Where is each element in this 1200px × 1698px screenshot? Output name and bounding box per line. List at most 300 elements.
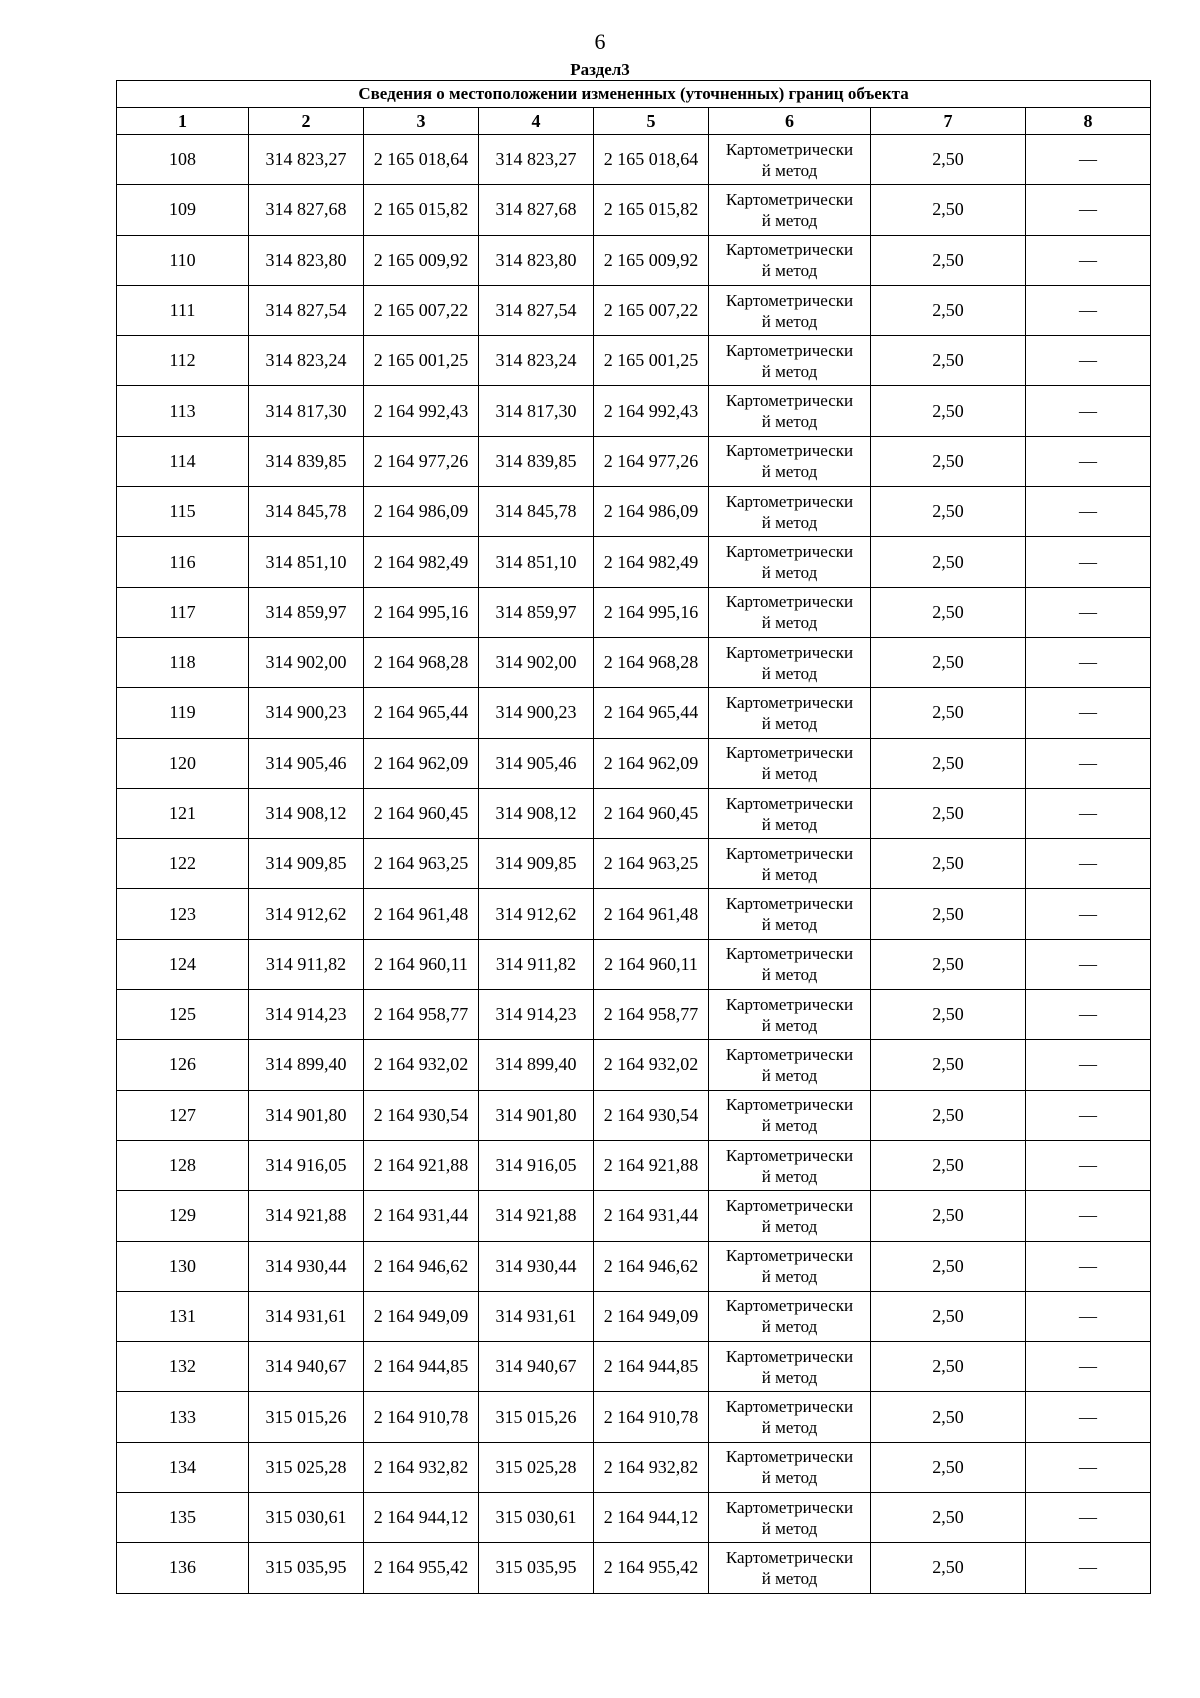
method-text-line: й метод <box>761 814 818 834</box>
table-row <box>117 1442 1151 1492</box>
method-text-line: й метод <box>761 563 818 583</box>
y-existing-cell: 2 164 977,26 <box>364 436 479 486</box>
y-new-cell: 2 164 930,54 <box>594 1090 709 1140</box>
description-cell: — <box>1026 839 1151 889</box>
method-text-line: й метод <box>761 462 818 482</box>
section-title: Раздел3 <box>570 60 630 79</box>
y-new-cell: 2 164 963,25 <box>594 839 709 889</box>
y-existing-cell: 2 164 986,09 <box>364 487 479 537</box>
description-cell: — <box>1026 1392 1151 1442</box>
point-number-cell: 125 <box>117 990 249 1040</box>
accuracy-cell: 2,50 <box>871 436 1026 486</box>
method-text-line: Картометрически <box>725 994 854 1014</box>
x-new-cell: 315 035,95 <box>479 1543 594 1593</box>
point-number-cell: 110 <box>117 235 249 285</box>
method-cell <box>709 436 871 486</box>
point-number-cell: 129 <box>117 1191 249 1241</box>
method-cell <box>709 939 871 989</box>
method-text-line: Картометрически <box>725 743 854 763</box>
y-existing-cell: 2 164 961,48 <box>364 889 479 939</box>
method-text-line: Картометрически <box>725 793 854 813</box>
method-cell <box>709 135 871 185</box>
table-row <box>117 1241 1151 1291</box>
method-text-line: й метод <box>761 261 818 281</box>
x-new-cell: 314 931,61 <box>479 1291 594 1341</box>
point-number-cell: 122 <box>117 839 249 889</box>
table-row <box>117 889 1151 939</box>
accuracy-cell: 2,50 <box>871 1191 1026 1241</box>
y-existing-cell: 2 164 930,54 <box>364 1090 479 1140</box>
table-row <box>117 738 1151 788</box>
accuracy-cell: 2,50 <box>871 1342 1026 1392</box>
point-number-cell: 131 <box>117 1291 249 1341</box>
point-number-cell: 136 <box>117 1543 249 1593</box>
y-new-cell: 2 164 995,16 <box>594 587 709 637</box>
method-cell <box>709 1040 871 1090</box>
y-new-cell: 2 164 962,09 <box>594 738 709 788</box>
y-existing-cell: 2 164 949,09 <box>364 1291 479 1341</box>
point-number-cell: 112 <box>117 336 249 386</box>
description-cell: — <box>1026 688 1151 738</box>
accuracy-cell: 2,50 <box>871 587 1026 637</box>
y-existing-cell: 2 164 932,82 <box>364 1442 479 1492</box>
y-existing-cell: 2 164 968,28 <box>364 637 479 687</box>
description-cell: — <box>1026 587 1151 637</box>
table-row <box>117 487 1151 537</box>
method-text-line: Картометрически <box>725 1246 854 1266</box>
description-cell: — <box>1026 135 1151 185</box>
method-text-line: Картометрически <box>725 1095 854 1115</box>
description-cell: — <box>1026 285 1151 335</box>
y-new-cell: 2 164 992,43 <box>594 386 709 436</box>
method-cell <box>709 587 871 637</box>
point-number-cell: 126 <box>117 1040 249 1090</box>
column-header: 6 <box>709 108 871 135</box>
x-new-cell: 315 015,26 <box>479 1392 594 1442</box>
method-text-line: Картометрически <box>725 944 854 964</box>
method-text-line: й метод <box>761 160 818 180</box>
y-new-cell: 2 164 960,45 <box>594 788 709 838</box>
x-new-cell: 314 921,88 <box>479 1191 594 1241</box>
x-new-cell: 314 908,12 <box>479 788 594 838</box>
x-new-cell: 314 823,27 <box>479 135 594 185</box>
table-row <box>117 1543 1151 1593</box>
table-row <box>117 939 1151 989</box>
table-row <box>117 990 1151 1040</box>
method-cell <box>709 788 871 838</box>
y-new-cell: 2 164 960,11 <box>594 939 709 989</box>
table-row <box>117 285 1151 335</box>
point-number-cell: 123 <box>117 889 249 939</box>
method-text-line: Картометрически <box>725 1145 854 1165</box>
accuracy-cell: 2,50 <box>871 285 1026 335</box>
method-cell <box>709 1191 871 1241</box>
y-new-cell: 2 164 968,28 <box>594 637 709 687</box>
y-new-cell: 2 165 009,92 <box>594 235 709 285</box>
x-existing-cell: 314 905,46 <box>249 738 364 788</box>
table-row <box>117 1040 1151 1090</box>
y-new-cell: 2 164 958,77 <box>594 990 709 1040</box>
method-text-line: й метод <box>761 613 818 633</box>
x-existing-cell: 314 845,78 <box>249 487 364 537</box>
method-text-line: Картометрически <box>725 391 854 411</box>
method-text-line: Картометрически <box>725 1044 854 1064</box>
y-existing-cell: 2 164 960,11 <box>364 939 479 989</box>
y-existing-cell: 2 164 946,62 <box>364 1241 479 1291</box>
accuracy-cell: 2,50 <box>871 537 1026 587</box>
description-cell: — <box>1026 1090 1151 1140</box>
method-text-line: й метод <box>761 713 818 733</box>
x-new-cell: 314 905,46 <box>479 738 594 788</box>
y-existing-cell: 2 165 018,64 <box>364 135 479 185</box>
point-number-cell: 132 <box>117 1342 249 1392</box>
method-text-line: й метод <box>761 1367 818 1387</box>
accuracy-cell: 2,50 <box>871 1090 1026 1140</box>
method-text-line: Картометрически <box>725 1346 854 1366</box>
x-new-cell: 314 930,44 <box>479 1241 594 1291</box>
y-new-cell: 2 165 001,25 <box>594 336 709 386</box>
description-cell: — <box>1026 990 1151 1040</box>
method-text-line: Картометрически <box>725 692 854 712</box>
x-new-cell: 314 827,68 <box>479 185 594 235</box>
method-cell <box>709 537 871 587</box>
description-cell: — <box>1026 1241 1151 1291</box>
method-text-line: й метод <box>761 915 818 935</box>
method-cell <box>709 185 871 235</box>
method-text-line: й метод <box>761 764 818 784</box>
y-existing-cell: 2 164 995,16 <box>364 587 479 637</box>
method-text-line: Картометрически <box>725 1397 854 1417</box>
accuracy-cell: 2,50 <box>871 185 1026 235</box>
x-new-cell: 314 912,62 <box>479 889 594 939</box>
x-existing-cell: 315 025,28 <box>249 1442 364 1492</box>
method-cell <box>709 1090 871 1140</box>
x-existing-cell: 314 916,05 <box>249 1140 364 1190</box>
description-cell: — <box>1026 637 1151 687</box>
y-existing-cell: 2 165 001,25 <box>364 336 479 386</box>
table-row <box>117 788 1151 838</box>
accuracy-cell: 2,50 <box>871 788 1026 838</box>
y-existing-cell: 2 165 015,82 <box>364 185 479 235</box>
method-text-line: й метод <box>761 1317 818 1337</box>
method-text-line: й метод <box>761 1065 818 1085</box>
x-existing-cell: 314 901,80 <box>249 1090 364 1140</box>
method-text-line: Картометрически <box>725 491 854 511</box>
description-cell: — <box>1026 788 1151 838</box>
accuracy-cell: 2,50 <box>871 1291 1026 1341</box>
method-cell <box>709 738 871 788</box>
y-new-cell: 2 164 944,12 <box>594 1493 709 1543</box>
accuracy-cell: 2,50 <box>871 939 1026 989</box>
accuracy-cell: 2,50 <box>871 889 1026 939</box>
point-number-cell: 119 <box>117 688 249 738</box>
y-new-cell: 2 164 949,09 <box>594 1291 709 1341</box>
accuracy-cell: 2,50 <box>871 386 1026 436</box>
description-cell: — <box>1026 386 1151 436</box>
table-row <box>117 1493 1151 1543</box>
y-new-cell: 2 164 944,85 <box>594 1342 709 1392</box>
point-number-cell: 108 <box>117 135 249 185</box>
y-new-cell: 2 164 986,09 <box>594 487 709 537</box>
x-existing-cell: 314 930,44 <box>249 1241 364 1291</box>
method-text-line: й метод <box>761 965 818 985</box>
method-cell <box>709 990 871 1040</box>
y-new-cell: 2 164 982,49 <box>594 537 709 587</box>
accuracy-cell: 2,50 <box>871 1040 1026 1090</box>
x-new-cell: 315 030,61 <box>479 1493 594 1543</box>
x-existing-cell: 314 851,10 <box>249 537 364 587</box>
x-new-cell: 314 827,54 <box>479 285 594 335</box>
column-header: 5 <box>594 108 709 135</box>
method-text-line: Картометрически <box>725 542 854 562</box>
method-cell <box>709 839 871 889</box>
x-existing-cell: 314 839,85 <box>249 436 364 486</box>
method-text-line: й метод <box>761 1015 818 1035</box>
x-new-cell: 314 916,05 <box>479 1140 594 1190</box>
x-new-cell: 314 845,78 <box>479 487 594 537</box>
point-number-cell: 135 <box>117 1493 249 1543</box>
accuracy-cell: 2,50 <box>871 1140 1026 1190</box>
accuracy-cell: 2,50 <box>871 487 1026 537</box>
y-existing-cell: 2 164 992,43 <box>364 386 479 436</box>
method-cell <box>709 487 871 537</box>
point-number-cell: 127 <box>117 1090 249 1140</box>
method-text-line: й метод <box>761 311 818 331</box>
description-cell: — <box>1026 436 1151 486</box>
x-existing-cell: 314 823,80 <box>249 235 364 285</box>
description-cell: — <box>1026 487 1151 537</box>
table-caption: Сведения о местоположении измененных (уточненных) границ объекта <box>117 81 1151 108</box>
y-new-cell: 2 165 018,64 <box>594 135 709 185</box>
method-cell <box>709 1543 871 1593</box>
method-cell <box>709 1342 871 1392</box>
column-header: 4 <box>479 108 594 135</box>
method-cell <box>709 1493 871 1543</box>
x-new-cell: 314 911,82 <box>479 939 594 989</box>
description-cell: — <box>1026 889 1151 939</box>
description-cell: — <box>1026 738 1151 788</box>
accuracy-cell: 2,50 <box>871 839 1026 889</box>
description-cell: — <box>1026 1543 1151 1593</box>
method-text-line: Картометрически <box>725 441 854 461</box>
x-existing-cell: 314 908,12 <box>249 788 364 838</box>
point-number-cell: 113 <box>117 386 249 436</box>
y-existing-cell: 2 164 944,12 <box>364 1493 479 1543</box>
table-body <box>117 135 1151 1594</box>
method-text-line: й метод <box>761 1518 818 1538</box>
method-text-line: й метод <box>761 1568 818 1588</box>
method-text-line: Картометрически <box>725 189 854 209</box>
accuracy-cell: 2,50 <box>871 1241 1026 1291</box>
x-new-cell: 314 940,67 <box>479 1342 594 1392</box>
method-text-line: Картометрически <box>725 1296 854 1316</box>
accuracy-cell: 2,50 <box>871 1493 1026 1543</box>
method-cell <box>709 235 871 285</box>
table-row <box>117 436 1151 486</box>
x-new-cell: 314 817,30 <box>479 386 594 436</box>
accuracy-cell: 2,50 <box>871 135 1026 185</box>
y-new-cell: 2 165 015,82 <box>594 185 709 235</box>
column-header: 7 <box>871 108 1026 135</box>
point-number-cell: 128 <box>117 1140 249 1190</box>
description-cell: — <box>1026 1140 1151 1190</box>
table-row <box>117 537 1151 587</box>
x-existing-cell: 314 921,88 <box>249 1191 364 1241</box>
method-text-line: Картометрически <box>725 642 854 662</box>
table-row <box>117 587 1151 637</box>
y-existing-cell: 2 164 944,85 <box>364 1342 479 1392</box>
x-existing-cell: 314 859,97 <box>249 587 364 637</box>
y-existing-cell: 2 164 955,42 <box>364 1543 479 1593</box>
description-cell: — <box>1026 336 1151 386</box>
x-new-cell: 314 859,97 <box>479 587 594 637</box>
description-cell: — <box>1026 939 1151 989</box>
method-text-line: Картометрически <box>725 1447 854 1467</box>
coordinates-table <box>116 80 1151 1594</box>
table-row <box>117 386 1151 436</box>
point-number-cell: 133 <box>117 1392 249 1442</box>
method-text-line: й метод <box>761 412 818 432</box>
point-number-cell: 111 <box>117 285 249 335</box>
x-new-cell: 315 025,28 <box>479 1442 594 1492</box>
x-existing-cell: 314 902,00 <box>249 637 364 687</box>
method-text-line: й метод <box>761 1418 818 1438</box>
x-existing-cell: 314 900,23 <box>249 688 364 738</box>
x-existing-cell: 314 914,23 <box>249 990 364 1040</box>
y-new-cell: 2 165 007,22 <box>594 285 709 335</box>
x-existing-cell: 314 931,61 <box>249 1291 364 1341</box>
method-cell <box>709 637 871 687</box>
method-text-line: Картометрически <box>725 894 854 914</box>
x-existing-cell: 314 909,85 <box>249 839 364 889</box>
method-text-line: й метод <box>761 210 818 230</box>
x-new-cell: 314 823,24 <box>479 336 594 386</box>
point-number-cell: 130 <box>117 1241 249 1291</box>
y-existing-cell: 2 164 931,44 <box>364 1191 479 1241</box>
x-existing-cell: 314 940,67 <box>249 1342 364 1392</box>
x-existing-cell: 314 912,62 <box>249 889 364 939</box>
y-new-cell: 2 164 921,88 <box>594 1140 709 1190</box>
table-row <box>117 839 1151 889</box>
column-header: 8 <box>1026 108 1151 135</box>
point-number-cell: 134 <box>117 1442 249 1492</box>
y-new-cell: 2 164 955,42 <box>594 1543 709 1593</box>
method-text-line: Картометрически <box>725 592 854 612</box>
y-new-cell: 2 164 931,44 <box>594 1191 709 1241</box>
y-existing-cell: 2 164 910,78 <box>364 1392 479 1442</box>
method-text-line: й метод <box>761 864 818 884</box>
method-text-line: Картометрически <box>725 340 854 360</box>
y-existing-cell: 2 165 009,92 <box>364 235 479 285</box>
method-text-line: Картометрически <box>725 1497 854 1517</box>
method-cell <box>709 1392 871 1442</box>
point-number-cell: 121 <box>117 788 249 838</box>
method-cell <box>709 1140 871 1190</box>
x-new-cell: 314 902,00 <box>479 637 594 687</box>
point-number-cell: 120 <box>117 738 249 788</box>
method-text-line: й метод <box>761 1216 818 1236</box>
method-text-line: Картометрически <box>725 290 854 310</box>
y-new-cell: 2 164 977,26 <box>594 436 709 486</box>
accuracy-cell: 2,50 <box>871 336 1026 386</box>
y-new-cell: 2 164 910,78 <box>594 1392 709 1442</box>
y-existing-cell: 2 164 960,45 <box>364 788 479 838</box>
description-cell: — <box>1026 537 1151 587</box>
x-existing-cell: 314 827,68 <box>249 185 364 235</box>
method-text-line: й метод <box>761 1116 818 1136</box>
accuracy-cell: 2,50 <box>871 1543 1026 1593</box>
y-existing-cell: 2 164 932,02 <box>364 1040 479 1090</box>
y-existing-cell: 2 164 962,09 <box>364 738 479 788</box>
method-cell <box>709 688 871 738</box>
table-row <box>117 1140 1151 1190</box>
table-row <box>117 135 1151 185</box>
table-row <box>117 1191 1151 1241</box>
description-cell: — <box>1026 1342 1151 1392</box>
point-number-cell: 124 <box>117 939 249 989</box>
method-text-line: Картометрически <box>725 843 854 863</box>
table-row <box>117 1392 1151 1442</box>
x-new-cell: 314 839,85 <box>479 436 594 486</box>
point-number-cell: 109 <box>117 185 249 235</box>
table-row <box>117 1342 1151 1392</box>
y-existing-cell: 2 164 965,44 <box>364 688 479 738</box>
point-number-cell: 117 <box>117 587 249 637</box>
accuracy-cell: 2,50 <box>871 235 1026 285</box>
column-header: 1 <box>117 108 249 135</box>
x-new-cell: 314 823,80 <box>479 235 594 285</box>
method-text-line: Картометрически <box>725 1195 854 1215</box>
point-number-cell: 116 <box>117 537 249 587</box>
table-row <box>117 637 1151 687</box>
table-row <box>117 1291 1151 1341</box>
table-row <box>117 336 1151 386</box>
table-row <box>117 1090 1151 1140</box>
method-text-line: й метод <box>761 1468 818 1488</box>
x-existing-cell: 314 823,24 <box>249 336 364 386</box>
method-cell <box>709 1442 871 1492</box>
accuracy-cell: 2,50 <box>871 1392 1026 1442</box>
method-cell <box>709 285 871 335</box>
description-cell: — <box>1026 1493 1151 1543</box>
y-new-cell: 2 164 965,44 <box>594 688 709 738</box>
table-row <box>117 235 1151 285</box>
description-cell: — <box>1026 1191 1151 1241</box>
x-existing-cell: 314 911,82 <box>249 939 364 989</box>
description-cell: — <box>1026 1442 1151 1492</box>
table-row <box>117 185 1151 235</box>
y-existing-cell: 2 164 982,49 <box>364 537 479 587</box>
accuracy-cell: 2,50 <box>871 738 1026 788</box>
method-cell <box>709 336 871 386</box>
description-cell: — <box>1026 235 1151 285</box>
x-existing-cell: 314 817,30 <box>249 386 364 436</box>
page-number: 6 <box>594 29 606 54</box>
x-new-cell: 314 851,10 <box>479 537 594 587</box>
method-text-line: й метод <box>761 512 818 532</box>
x-existing-cell: 314 899,40 <box>249 1040 364 1090</box>
method-text-line: й метод <box>761 1166 818 1186</box>
column-header: 3 <box>364 108 479 135</box>
x-existing-cell: 315 015,26 <box>249 1392 364 1442</box>
point-number-cell: 115 <box>117 487 249 537</box>
y-existing-cell: 2 164 958,77 <box>364 990 479 1040</box>
y-new-cell: 2 164 946,62 <box>594 1241 709 1291</box>
method-cell <box>709 1291 871 1341</box>
method-cell <box>709 386 871 436</box>
method-cell <box>709 1241 871 1291</box>
method-text-line: й метод <box>761 1267 818 1287</box>
